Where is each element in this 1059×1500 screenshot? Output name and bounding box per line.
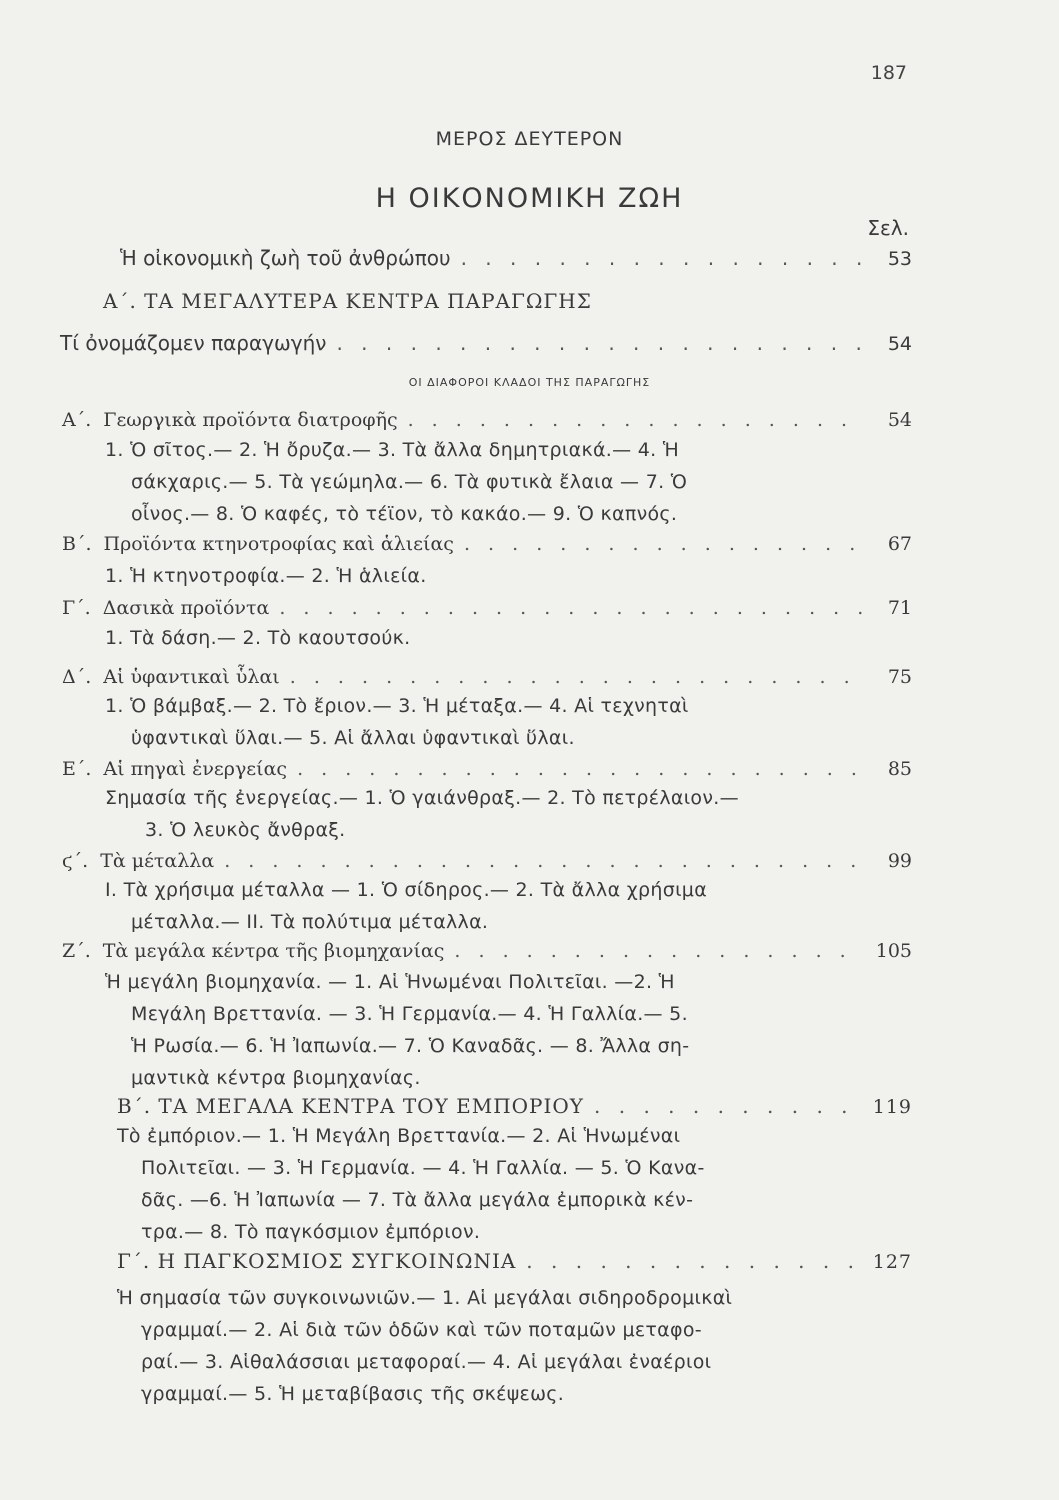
toc-entry-title: Ἡ οἰκονομικὴ ζωὴ τοῦ ἀνθρώπου <box>120 246 451 270</box>
leader-dots <box>224 850 862 872</box>
leader-dots <box>464 533 862 555</box>
desc-line: τρα.— 8. Τὸ παγκόσμιον ἐμπόριον. <box>141 1221 481 1243</box>
branches-subtitle: ΟΙ ΔΙΑΦΟΡΟΙ ΚΛΑΔΟΙ ΤΗΣ ΠΑΡΑΓΩΓΗΣ <box>408 376 651 389</box>
leader-dots <box>454 940 862 962</box>
toc-entry-title: Τὰ μεγάλα κέντρα τῆς βιομηχανίας <box>102 940 445 962</box>
entry-description <box>105 782 739 846</box>
toc-entry <box>62 666 912 688</box>
entry-description <box>105 434 687 530</box>
desc-line: ὑφαντικαὶ ὕλαι.— 5. Αἱ ἄλλαι ὑφαντικαὶ ὕλαι. <box>131 727 575 749</box>
toc-entry-title: Τί ὀνομάζομεν παραγωγήν <box>60 331 327 355</box>
leader-dots <box>297 758 862 780</box>
desc-line: Ἡ Ρωσία.— 6. Ἡ Ἰαπωνία.— 7. Ὁ Καναδᾶς. — 8. Ἄλλα ση- <box>131 1035 690 1057</box>
toc-page-number: 54 <box>887 333 912 355</box>
desc-line: 1. Ὁ σῖτος.— 2. Ἡ ὄρυζα.— 3. Τὰ ἄλλα δημητριακά.— 4. Ἡ <box>105 439 679 461</box>
desc-line: 1. Τὰ δάση.— 2. Τὸ καουτσούκ. <box>105 627 411 649</box>
toc-entry <box>62 533 912 555</box>
entry-letter: Β΄. <box>62 533 92 555</box>
toc-entry-title: Προϊόντα κτηνοτροφίας καὶ ἁλιείας <box>103 533 454 555</box>
toc-page-number: 105 <box>875 940 912 962</box>
desc-line: δᾶς. —6. Ἡ Ἰαπωνία — 7. Τὰ ἄλλα μεγάλα ἐμπορικὰ κέν- <box>141 1189 694 1211</box>
section-heading-c <box>117 1249 912 1273</box>
desc-line: γραμμαί.— 2. Αἱ διὰ τῶν ὁδῶν καὶ τῶν ποταμῶν μεταφο- <box>141 1319 702 1341</box>
toc-entry <box>62 409 912 431</box>
desc-line: I. Τὰ χρήσιμα μέταλλα — 1. Ὁ σίδηρος.— 2. Τὰ ἄλλα χρήσιμα <box>105 879 708 901</box>
section-title: Β΄. ΤΑ ΜΕΓΑΛΑ ΚΕΝΤΡΑ ΤΟΥ ΕΜΠΟΡΙΟΥ <box>117 1094 585 1118</box>
leader-dots <box>526 1249 862 1273</box>
desc-line: ραί.— 3. Αἱθαλάσσιαι μεταφοραί.— 4. Αἱ μεγάλαι ἐναέριοι <box>141 1351 712 1373</box>
desc-line: γραμμαί.— 5. Ἡ μεταβίβασις τῆς σκέψεως. <box>141 1383 565 1405</box>
section-title: Α΄. ΤΑ ΜΕΓΑΛΥΤΕΡΑ ΚΕΝΤΡΑ ΠΑΡΑΓΩΓΗΣ <box>103 289 592 313</box>
toc-page-number: 75 <box>887 666 912 688</box>
desc-line: 3. Ὁ λευκὸς ἄνθραξ. <box>145 819 346 841</box>
leader-dots <box>279 597 862 619</box>
part-title: ΜΕΡΟΣ ΔΕΥΤΕΡΟΝ <box>435 128 624 150</box>
toc-entry <box>62 850 912 872</box>
entry-description <box>105 690 689 754</box>
leader-dots <box>408 409 862 431</box>
entry-description <box>105 874 707 938</box>
desc-line: Πολιτεῖαι. — 3. Ἡ Γερμανία. — 4. Ἡ Γαλλία. — 5. Ὁ Κανα- <box>141 1157 705 1179</box>
toc-page-number: 127 <box>872 1251 912 1273</box>
page-number: 187 <box>870 62 907 84</box>
toc-entry-title: Αἱ πηγαὶ ἐνεργείας <box>103 758 288 780</box>
toc-entry <box>62 758 912 780</box>
section-title: Γ΄. Η ΠΑΓΚΟΣΜΙΟΣ ΣΥΓΚΟΙΝΩΝΙΑ <box>117 1249 517 1273</box>
desc-line: 1. Ὁ βάμβαξ.— 2. Τὸ ἔριον.— 3. Ἡ μέταξα.— 4. Αἱ τεχνηταὶ <box>105 695 689 717</box>
desc-line: Σημασία τῆς ἐνεργείας.— 1. Ὁ γαιάνθραξ.— 2. Τὸ πετρέλαιον.— <box>105 787 739 809</box>
section-description <box>117 1120 705 1248</box>
page-column-label: Σελ. <box>867 216 909 240</box>
entry-description <box>105 560 427 592</box>
desc-line: Ἡ μεγάλη βιομηχανία. — 1. Αἱ Ἡνωμέναι Πολιτεῖαι. —2. Ἡ <box>105 971 675 993</box>
toc-entry <box>62 597 912 619</box>
leader-dots <box>290 666 862 688</box>
toc-entry-title: Γεωργικὰ προϊόντα διατροφῆς <box>103 409 398 431</box>
section-heading-a <box>103 289 592 313</box>
toc-entry-production <box>60 331 912 355</box>
desc-line: 1. Ἡ κτηνοτροφία.— 2. Ἡ ἁλιεία. <box>105 565 427 587</box>
entry-letter: Α΄. <box>62 409 92 431</box>
leader-dots <box>461 246 862 270</box>
toc-page-number: 53 <box>887 248 912 270</box>
leader-dots <box>336 331 862 355</box>
entry-letter: Δ΄. <box>62 666 92 688</box>
main-title: Η ΟΙΚΟΝΟΜΙΚΗ ΖΩΗ <box>375 183 684 214</box>
toc-entry-title: Δασικὰ προϊόντα <box>102 597 270 619</box>
leader-dots <box>594 1094 862 1118</box>
entry-letter: Γ΄. <box>62 597 91 619</box>
toc-entry-title: Τὰ μέταλλα <box>100 850 215 872</box>
toc-entry <box>62 940 912 962</box>
entry-description <box>105 622 410 654</box>
entry-description <box>105 966 689 1094</box>
toc-entry-intro <box>120 246 912 270</box>
toc-page-number: 119 <box>872 1096 912 1118</box>
desc-line: οἶνος.— 8. Ὁ καφές, τὸ τέϊον, τὸ κακάο.— 9. Ὁ καπνός. <box>131 503 678 525</box>
toc-page-number: 67 <box>887 533 912 555</box>
toc-page-number: 85 <box>887 758 912 780</box>
desc-line: μαντικὰ κέντρα βιομηχανίας. <box>131 1067 421 1089</box>
desc-line: Τὸ ἐμπόριον.— 1. Ἡ Μεγάλη Βρεττανία.— 2. Αἱ Ἡνωμέναι <box>117 1125 681 1147</box>
toc-entry-title: Αἱ ὑφαντικαὶ ὗλαι <box>103 666 280 688</box>
entry-letter: ϛ΄. <box>62 850 89 872</box>
entry-letter: Ζ΄. <box>62 940 91 962</box>
toc-page-number: 54 <box>887 409 912 431</box>
desc-line: Μεγάλη Βρεττανία. — 3. Ἡ Γερμανία.— 4. Ἡ Γαλλία.— 5. <box>131 1003 688 1025</box>
section-description <box>117 1282 732 1410</box>
toc-page-number: 71 <box>887 597 912 619</box>
toc-page-number: 99 <box>887 850 912 872</box>
section-heading-b <box>117 1094 912 1118</box>
entry-letter: Ε΄. <box>62 758 92 780</box>
desc-line: σάκχαρις.— 5. Τὰ γεώμηλα.— 6. Τὰ φυτικὰ ἔλαια — 7. Ὁ <box>131 471 688 493</box>
desc-line: μέταλλα.— II. Τὰ πολύτιμα μέταλλα. <box>131 911 489 933</box>
desc-line: Ἡ σημασία τῶν συγκοινωνιῶν.— 1. Αἱ μεγάλαι σιδηροδρομικαὶ <box>117 1287 733 1309</box>
